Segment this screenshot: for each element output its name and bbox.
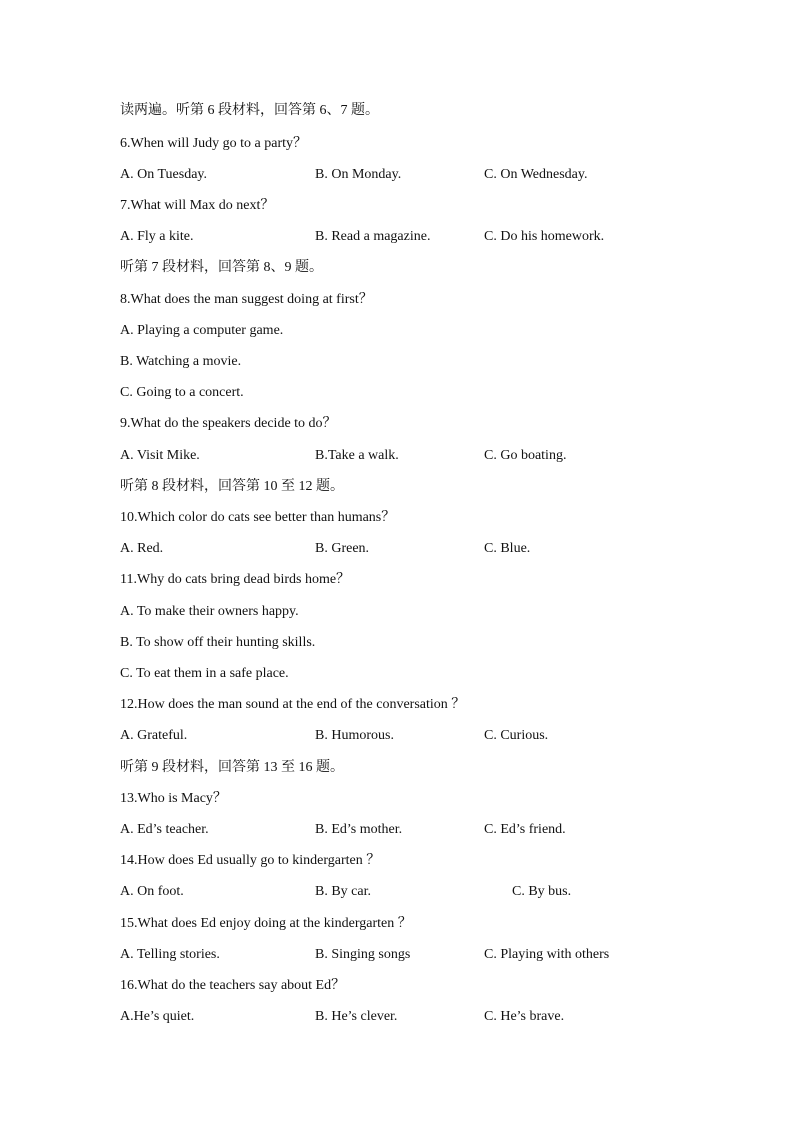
q7-option-b: B. Read a magazine.: [315, 229, 431, 244]
question-12: 12.How does the man sound at the end of the conversation ？: [120, 697, 466, 712]
question-7: 7.What will Max do next？: [120, 198, 275, 213]
q9-option-a: A. Visit Mike.: [120, 448, 200, 463]
q8-option-a: A. Playing a computer game.: [120, 323, 284, 338]
q6-option-b: B. On Monday.: [315, 167, 402, 182]
q7-option-a: A. Fly a kite.: [120, 229, 194, 244]
q14-option-c: C. By bus.: [512, 884, 572, 899]
q10-option-a: A. Red.: [120, 541, 164, 556]
section-header-1: 读两遍。听第 6 段材料，回答第 6、7 题。: [120, 103, 379, 118]
q12-option-a: A. Grateful.: [120, 728, 188, 743]
q6-option-c: C. On Wednesday.: [484, 167, 588, 182]
q6-option-a: A. On Tuesday.: [120, 167, 207, 182]
question-16: 16.What do the teachers say about Ed？: [120, 978, 346, 993]
section-header-2: 听第 7 段材料，回答第 8、9 题。: [120, 260, 323, 275]
q10-option-b: B. Green.: [315, 541, 370, 556]
q12-option-c: C. Curious.: [484, 728, 549, 743]
q9-option-b: B.Take a walk.: [315, 448, 399, 463]
q9-option-c: C. Go boating.: [484, 448, 567, 463]
q12-option-b: B. Humorous.: [315, 728, 394, 743]
q11-option-b: B. To show off their hunting skills.: [120, 635, 316, 650]
section-header-4: 听第 9 段材料，回答第 13 至 16 题。: [120, 760, 344, 775]
q8-option-b: B. Watching a movie.: [120, 354, 242, 369]
question-13: 13.Who is Macy？: [120, 791, 227, 806]
q15-option-c: C. Playing with others: [484, 947, 610, 962]
question-10: 10.Which color do cats see better than humans？: [120, 510, 396, 525]
question-8: 8.What does the man suggest doing at first？: [120, 292, 373, 307]
q11-option-c: C. To eat them in a safe place.: [120, 666, 289, 681]
q13-option-c: C. Ed’s friend.: [484, 822, 566, 837]
q13-option-a: A. Ed’s teacher.: [120, 822, 209, 837]
q8-option-c: C. Going to a concert.: [120, 385, 244, 400]
q7-option-c: C. Do his homework.: [484, 229, 605, 244]
q14-option-a: A. On foot.: [120, 884, 184, 899]
question-11: 11.Why do cats bring dead birds home？: [120, 572, 351, 587]
q11-option-a: A. To make their owners happy.: [120, 604, 299, 619]
q10-option-c: C. Blue.: [484, 541, 531, 556]
section-header-3: 听第 8 段材料，回答第 10 至 12 题。: [120, 479, 344, 494]
question-15: 15.What does Ed enjoy doing at the kindergarten ？: [120, 916, 412, 931]
question-14: 14.How does Ed usually go to kindergarten ？: [120, 853, 381, 868]
q16-option-c: C. He’s brave.: [484, 1009, 565, 1024]
question-6: 6.When will Judy go to a party？: [120, 136, 308, 151]
question-9: 9.What do the speakers decide to do？: [120, 416, 337, 431]
q14-option-b: B. By car.: [315, 884, 371, 899]
q15-option-b: B. Singing songs: [315, 947, 411, 962]
q16-option-b: B. He’s clever.: [315, 1009, 398, 1024]
q13-option-b: B. Ed’s mother.: [315, 822, 403, 837]
q15-option-a: A. Telling stories.: [120, 947, 220, 962]
q16-option-a: A.He’s quiet.: [120, 1009, 195, 1024]
